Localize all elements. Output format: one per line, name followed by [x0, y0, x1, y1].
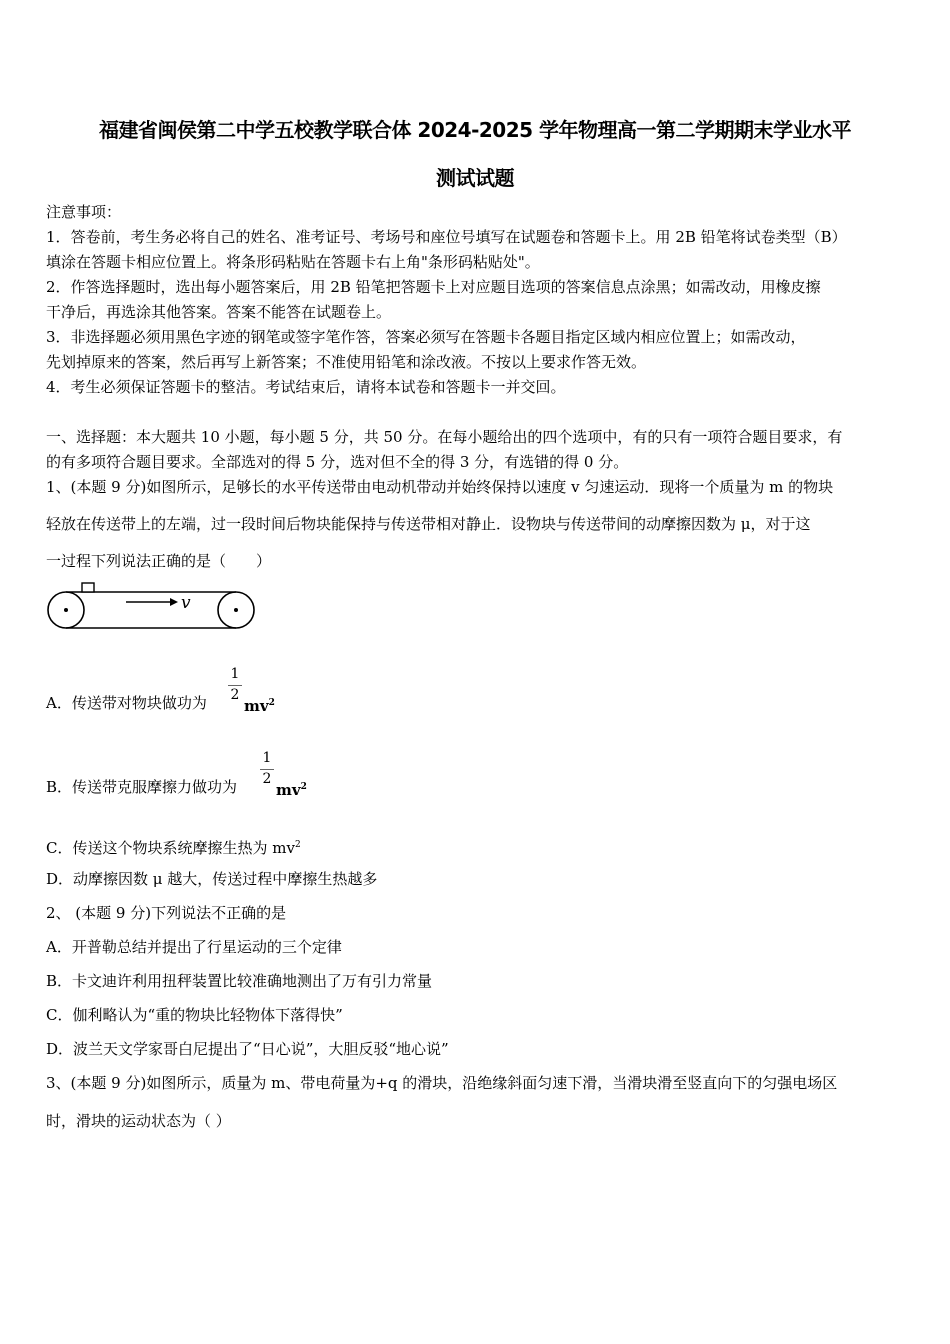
q1-option-a[interactable]: A．传送带对物块做功为 [46, 694, 207, 712]
notice-line: 3．非选择题必须用黑色字迹的钢笔或签字笔作答，答案必须写在答题卡各题目指定区域内相应位置上；如需改动， [46, 328, 806, 346]
section-instructions: 一、选择题：本大题共 10 小题，每小题 5 分，共 50 分。在每小题给出的四个选项中，有的只有一项符合题目要求，有 [46, 428, 843, 446]
q1-stem: 轻放在传送带上的左端，过一段时间后物块能保持与传送带相对静止．设物块与传送带间的动摩擦因数为 μ，对于这 [46, 515, 811, 533]
fraction-one-half: 1 2 [228, 666, 242, 705]
q3-stem: 3、(本题 9 分)如图所示，质量为 m、带电荷量为+q 的滑块，沿绝缘斜面匀速下滑，当滑块滑至竖直向下的匀强电场区 [46, 1074, 838, 1092]
notice-heading: 注意事项： [46, 203, 122, 221]
velocity-label: v [181, 593, 191, 613]
block [82, 583, 94, 592]
q1-option-a-tail: $mv^2$ [244, 697, 275, 715]
page-title-line-2: 测试试题 [436, 166, 514, 190]
notice-line: 4．考生必须保证答题卡的整洁。考试结束后，请将本试卷和答题卡一并交回。 [46, 378, 566, 396]
q1-option-c[interactable]: C．传送这个物块系统摩擦生热为 $mv^2$ [46, 839, 301, 857]
q1-stem: 一过程下列说法正确的是（ ） [46, 552, 272, 570]
notice-line: 先划掉原来的答案，然后再写上新答案；不准使用铅笔和涂改液。不按以上要求作答无效。 [46, 353, 647, 371]
page-title-line-1: 福建省闽侯第二中学五校教学联合体 2024-2025 学年物理高一第二学期期末学业水平 [98, 118, 852, 142]
q2-option-b[interactable]: B．卡文迪许利用扭秤装置比较准确地测出了万有引力常量 [46, 972, 433, 990]
q1-option-b[interactable]: B．传送带克服摩擦力做功为 [46, 778, 238, 796]
q1-stem: 1、(本题 9 分)如图所示，足够长的水平传送带由电动机带动并始终保持以速度 v 匀速运动．现将一个质量为 m 的物块 [46, 478, 834, 496]
q2-option-a[interactable]: A．开普勒总结并提出了行星运动的三个定律 [46, 938, 342, 956]
notice-line: 1．答卷前，考生务必将自己的姓名、准考证号、考场号和座位号填写在试题卷和答题卡上。用 2B 铅笔将试卷类型（B） [46, 228, 847, 246]
q2-stem: 2、 (本题 9 分)下列说法不正确的是 [46, 904, 287, 922]
section-instructions: 的有多项符合题目要求。全部选对的得 5 分，选对但不全的得 3 分，有选错的得 0 分。 [46, 453, 629, 471]
fraction-one-half: 1 2 [260, 750, 274, 789]
q2-option-d[interactable]: D．波兰天文学家哥白尼提出了“日心说”，大胆反驳“地心说” [46, 1040, 449, 1058]
notice-line: 干净后，再选涂其他答案。答案不能答在试题卷上。 [46, 303, 392, 321]
conveyor-belt-figure [44, 580, 259, 632]
notice-line: 2．作答选择题时，选出每小题答案后，用 2B 铅笔把答题卡上对应题目选项的答案信息点涂黑；如需改动，用橡皮擦 [46, 278, 821, 296]
notice-line: 填涂在答题卡相应位置上。将条形码粘贴在答题卡右上角"条形码粘贴处"。 [46, 253, 540, 271]
q3-stem: 时，滑块的运动状态为（ ） [46, 1112, 231, 1130]
q1-option-b-tail: $mv^2$ [276, 781, 307, 799]
q2-option-c[interactable]: C．伽利略认为“重的物块比轻物体下落得快” [46, 1006, 343, 1024]
q1-option-d[interactable]: D．动摩擦因数 μ 越大，传送过程中摩擦生热越多 [46, 870, 378, 888]
